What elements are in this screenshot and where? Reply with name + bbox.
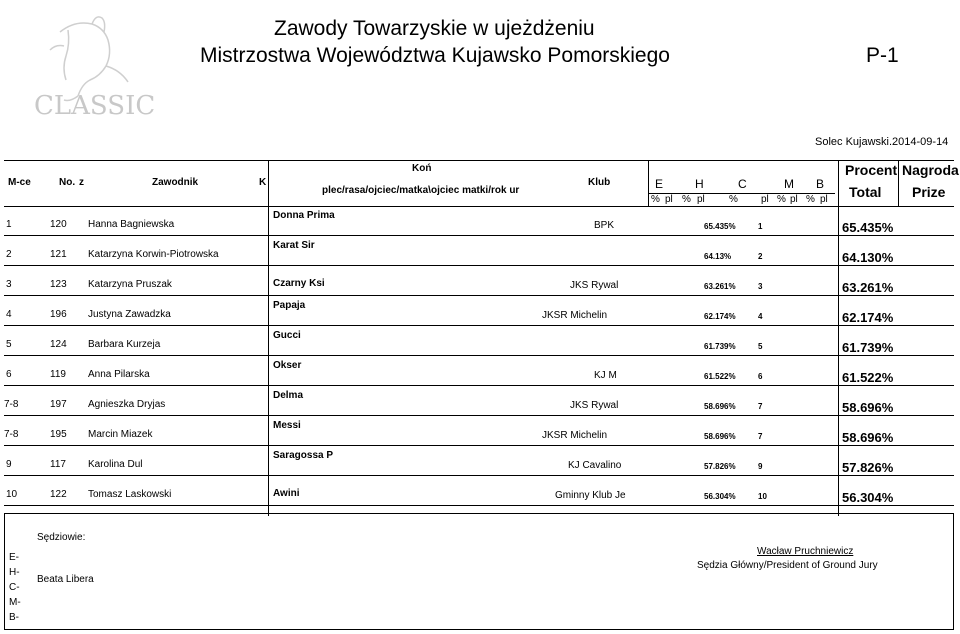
score-e-pct: 61.739% (704, 342, 736, 351)
place-cell: 10 (6, 489, 18, 500)
row-divider (4, 505, 954, 506)
horse-cell: Delma (273, 390, 304, 401)
place-cell: 5 (6, 339, 12, 350)
judge-letter-e: E- (9, 552, 19, 563)
chief-judge-title: Sędzia Główny/President of Ground Jury (697, 560, 878, 571)
result-row (4, 476, 954, 506)
result-row (4, 356, 954, 386)
rider-cell: Hanna Bagniewska (88, 219, 175, 230)
result-row (4, 416, 954, 446)
subcol-c-pct: % (729, 194, 738, 205)
col-z: z (79, 177, 84, 188)
score-e-pct: 64.13% (704, 252, 732, 261)
place-cell: 6 (6, 369, 12, 380)
score-e-pl: 6 (758, 372, 763, 381)
judge-letter-h: H- (9, 567, 20, 578)
judge-c-name: Beata Libera (37, 574, 94, 585)
event-title: Zawody Towarzyskie w ujeżdżeniu (274, 17, 595, 40)
col-prize: Prize (912, 184, 946, 200)
horse-cell: Karat Sir (273, 240, 315, 251)
score-e-pl: 7 (758, 432, 763, 441)
result-row (4, 236, 954, 266)
score-e-pct: 58.696% (704, 432, 736, 441)
col-judge-b: B (816, 177, 825, 191)
col-horse: Koń (412, 163, 432, 174)
subcol-h-pl: pl (697, 194, 705, 205)
total-cell: 58.696% (842, 430, 894, 445)
chief-judge-name: Wacław Pruchniewicz (757, 546, 854, 557)
club-cell: KJ M (594, 370, 617, 381)
place-date: Solec Kujawski.2014-09-14 (815, 136, 949, 148)
place-cell: 4 (6, 309, 12, 320)
total-cell: 65.435% (842, 220, 894, 235)
club-cell: Gminny Klub Je (555, 490, 626, 501)
place-cell: 2 (6, 249, 12, 260)
total-cell: 63.261% (842, 280, 894, 295)
score-e-pl: 2 (758, 252, 763, 261)
subcol-e-pct: % (651, 194, 660, 205)
score-e-pl: 10 (758, 492, 767, 501)
place-cell: 9 (6, 459, 12, 470)
judge-letter-m: M- (9, 597, 21, 608)
place-cell: 1 (6, 219, 12, 230)
number-cell: 197 (50, 399, 67, 410)
col-rider: Zawodnik (152, 177, 199, 188)
result-row (4, 206, 954, 236)
total-cell: 61.739% (842, 340, 894, 355)
horse-cell: Papaja (273, 300, 306, 311)
score-e-pl: 9 (758, 462, 763, 471)
place-cell: 7-8 (4, 429, 19, 440)
rider-cell: Tomasz Laskowski (88, 489, 172, 500)
number-cell: 123 (50, 279, 67, 290)
result-row (4, 326, 954, 356)
place-cell: 3 (6, 279, 12, 290)
total-cell: 57.826% (842, 460, 894, 475)
subcol-h-pct: % (682, 194, 691, 205)
score-e-pl: 1 (758, 222, 763, 231)
score-e-pl: 3 (758, 282, 763, 291)
judge-letter-b: B- (9, 612, 19, 623)
number-cell: 117 (50, 459, 66, 470)
rider-cell: Barbara Kurzeja (88, 339, 161, 350)
col-place: M-ce (8, 177, 31, 188)
club-cell: JKS Rywal (570, 400, 619, 411)
subcol-b-pl: pl (820, 194, 828, 205)
col-total: Total (849, 184, 882, 200)
club-cell: KJ Cavalino (568, 460, 622, 471)
rider-cell: Karolina Dul (88, 459, 143, 470)
number-cell: 122 (50, 489, 67, 500)
judges-box (4, 513, 954, 630)
total-cell: 62.174% (842, 310, 894, 325)
horse-cell: Okser (273, 360, 302, 371)
subcol-m-pl: pl (790, 194, 798, 205)
col-award: Nagroda (902, 162, 959, 178)
subcol-e-pl: pl (665, 194, 673, 205)
number-cell: 119 (50, 369, 66, 380)
number-cell: 196 (50, 309, 67, 320)
rider-cell: Katarzyna Korwin-Piotrowska (88, 249, 219, 260)
score-e-pl: 7 (758, 402, 763, 411)
subcol-m-pct: % (777, 194, 786, 205)
classic-logo (20, 10, 170, 130)
judge-col-line (648, 160, 649, 206)
score-e-pl: 5 (758, 342, 763, 351)
score-e-pct: 56.304% (704, 492, 736, 501)
score-e-pl: 4 (758, 312, 763, 321)
club-cell: JKSR Michelin (542, 310, 608, 321)
horse-cell: Messi (273, 420, 301, 431)
col-k: K (259, 177, 267, 188)
col-percent: Procent (845, 162, 898, 178)
total-cell: 61.522% (842, 370, 894, 385)
horse-cell: Czarny Ksi (273, 278, 325, 289)
logo-text: CLASSIC (34, 91, 156, 121)
number-cell: 121 (50, 249, 67, 260)
event-subtitle: Mistrzostwa Województwa Kujawsko Pomorskiego (200, 44, 670, 67)
horse-cell: Saragossa P (273, 450, 334, 461)
score-e-pct: 58.696% (704, 402, 736, 411)
rider-cell: Marcin Miazek (88, 429, 153, 440)
total-cell: 58.696% (842, 400, 894, 415)
club-cell: BPK (594, 220, 615, 231)
number-cell: 124 (50, 339, 67, 350)
place-cell: 7-8 (4, 399, 19, 410)
score-e-pct: 57.826% (704, 462, 736, 471)
subcol-c-pl: pl (761, 194, 769, 205)
club-cell: JKSR Michelin (542, 430, 608, 441)
rider-cell: Katarzyna Pruszak (88, 279, 172, 290)
number-cell: 195 (50, 429, 67, 440)
col-judge-m: M (784, 177, 794, 191)
horse-cell: Donna Prima (273, 210, 335, 221)
rider-cell: Anna Pilarska (88, 369, 150, 380)
total-cell: 64.130% (842, 250, 894, 265)
header-top-line (4, 160, 954, 161)
col-judge-e: E (655, 177, 664, 191)
result-row (4, 266, 954, 296)
col-number: No. (59, 177, 76, 188)
col-club: Klub (588, 177, 611, 188)
result-row (4, 296, 954, 326)
judges-label: Sędziowie: (37, 532, 86, 543)
score-e-pct: 65.435% (704, 222, 736, 231)
horse-cell: Awini (273, 488, 300, 499)
col-judge-c: C (738, 177, 747, 191)
club-cell: JKS Rywal (570, 280, 619, 291)
program-code: P-1 (866, 44, 899, 67)
rider-cell: Agnieszka Dryjas (88, 399, 166, 410)
subcol-b-pct: % (806, 194, 815, 205)
col-judge-h: H (695, 177, 704, 191)
result-row (4, 386, 954, 416)
score-e-pct: 61.522% (704, 372, 736, 381)
col-horse-sub: plec/rasa/ojciec/matka\ojciec matki/rok ur (322, 185, 520, 196)
horse-cell: Gucci (273, 330, 301, 341)
rider-cell: Justyna Zawadzka (88, 309, 171, 320)
score-e-pct: 63.261% (704, 282, 736, 291)
number-cell: 120 (50, 219, 67, 230)
total-cell: 56.304% (842, 490, 894, 505)
result-row (4, 446, 954, 476)
prize-col-line (898, 160, 899, 206)
judge-letter-c: C- (9, 582, 20, 593)
score-e-pct: 62.174% (704, 312, 736, 321)
